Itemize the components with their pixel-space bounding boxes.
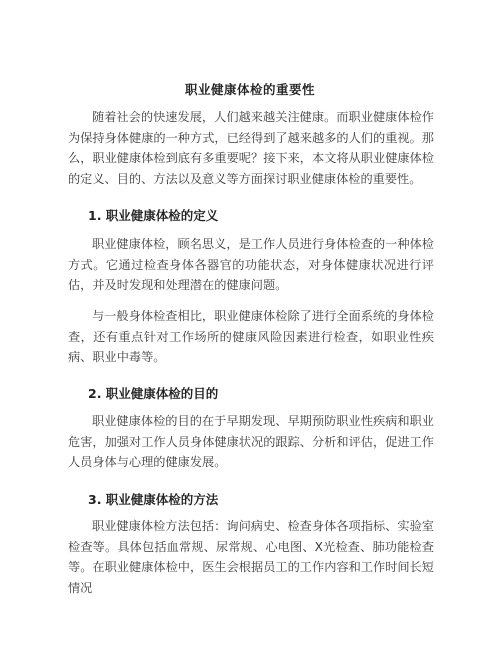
section-heading-definition: 1. 职业健康体检的定义 [88, 208, 219, 223]
definition-paragraph-2: 与一般身体检查相比，职业健康体检除了进行全面系统的身体检查，还有重点针对工作场所的健康风险因素进行检查，如职业性疾病、职业中毒等。 [68, 309, 434, 364]
section-heading-method: 3. 职业健康体检的方法 [88, 492, 219, 507]
purpose-paragraph: 职业健康体检的目的在于早期发现、早期预防职业性疾病和职业危害，加强对工作人员身体健康状况的跟踪、分析和评估，促进工作人员身体与心理的健康发展。 [68, 414, 434, 469]
method-paragraph: 职业健康体检方法包括：询问病史、检查身体各项指标、实验室检查等。具体包括血常规、尿常规、心电图、X光检查、肺功能检查等。在职业健康体检中，医生会根据员工的工作内容和工作时间长短情况 [68, 519, 434, 595]
intro-paragraph: 随着社会的快速发展，人们越来越关注健康。而职业健康体检作为保持身体健康的一种方式，已经得到了越来越多的人们的重视。那么，职业健康体检到底有多重要呢？接下来，本文将从职业健康体检的定义、目的、方法以及意义等方面探讨职业健康体检的重要性。 [68, 110, 434, 186]
document-title: 职业健康体检的重要性 [184, 82, 315, 97]
definition-paragraph-1: 职业健康体检，顾名思义，是工作人员进行身体检查的一种体检方式。它通过检查身体各器官的功能状态，对身体健康状况进行评估，并及时发现和处理潜在的健康问题。 [68, 237, 434, 292]
section-heading-purpose: 2. 职业健康体检的目的 [88, 386, 219, 401]
